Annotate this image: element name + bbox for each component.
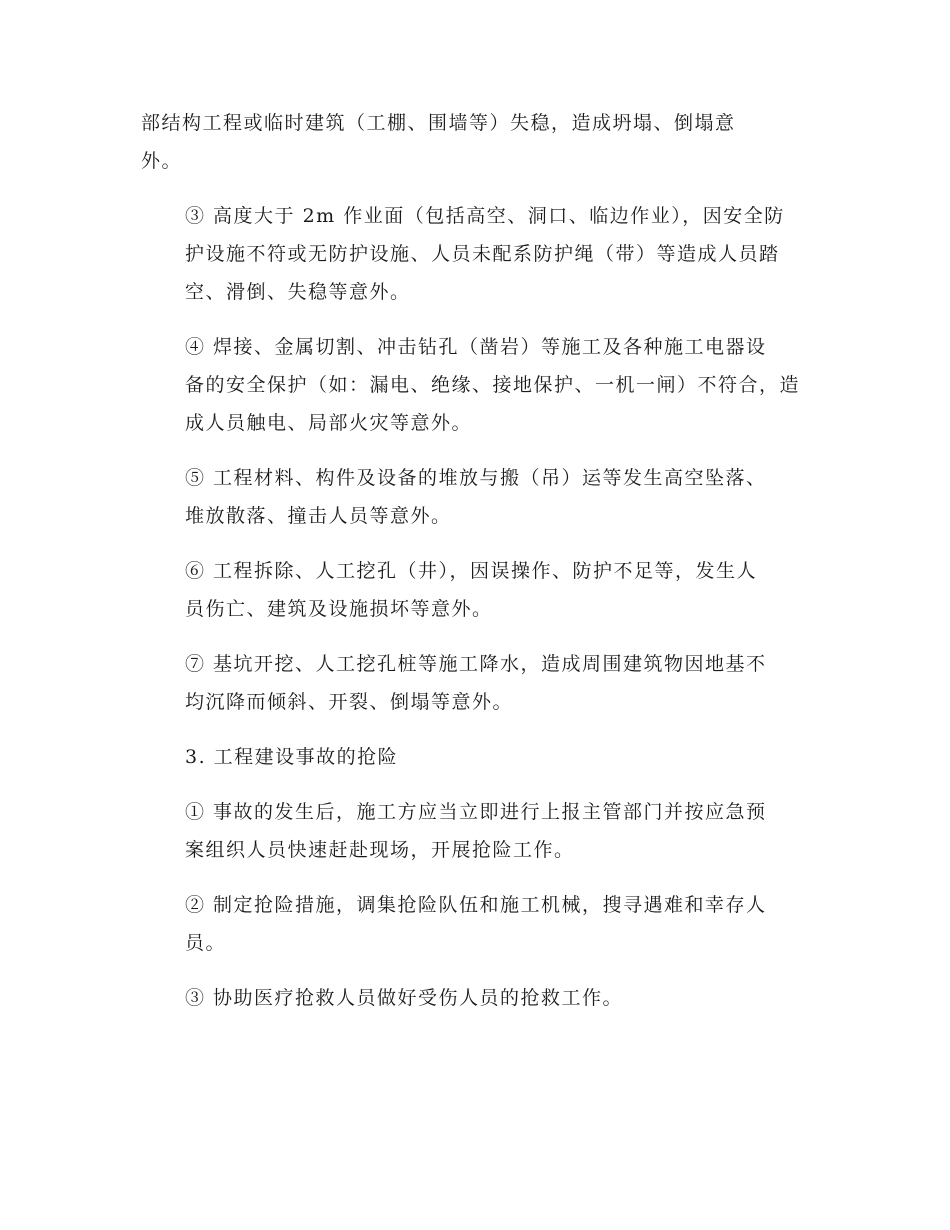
- text-line: ① 事故的发生后，施工方应当立即进行上报主管部门并按应急预: [185, 801, 767, 823]
- text-line: 护设施不符或无防护设施、人员未配系防护绳（带）等造成人员踏: [185, 243, 780, 265]
- text-line: ⑦ 基坑开挖、人工挖孔桩等施工降水，造成周围建筑物因地基不: [185, 653, 767, 675]
- section-heading-3: [141, 738, 821, 776]
- text-line: ② 制定抢险措施，调集抢险队伍和施工机械，搜寻遇难和幸存人: [185, 894, 767, 916]
- paragraph-rescue-1: [141, 793, 821, 869]
- paragraph-rescue-3: [141, 979, 821, 1017]
- heading-text: 3. 工程建设事故的抢险: [185, 746, 399, 768]
- paragraph-item-7-excavation: [141, 645, 821, 721]
- text-line: 成人员触电、局部火灾等意外。: [185, 412, 473, 434]
- paragraph-continuation: [141, 104, 821, 180]
- text-line: ③ 高度大于 2m 作业面（包括高空、洞口、临边作业），因安全防: [185, 205, 785, 227]
- paragraph-rescue-2: [141, 886, 821, 962]
- text-line: 案组织人员快速赶赴现场，开展抢险工作。: [185, 839, 575, 861]
- document-body: [141, 104, 821, 1034]
- paragraph-item-3-height-work: [141, 197, 821, 311]
- text-line: 均沉降而倾斜、开裂、倒塌等意外。: [185, 691, 514, 713]
- text-line: 员。: [185, 932, 227, 954]
- text-line: 外。: [141, 150, 183, 172]
- paragraph-item-4-welding: [141, 328, 821, 442]
- text-line: 备的安全保护（如：漏电、绝缘、接地保护、一机一闸）不符合，造: [185, 374, 801, 396]
- paragraph-item-5-materials: [141, 459, 821, 535]
- text-line: 空、滑倒、失稳等意外。: [185, 281, 411, 303]
- text-line: 部结构工程或临时建筑（工棚、围墙等）失稳，造成坍塌、倒塌意: [141, 112, 736, 134]
- text-line: ⑤ 工程材料、构件及设备的堆放与搬（吊）运等发生高空坠落、: [185, 467, 767, 489]
- text-line: 员伤亡、建筑及设施损坏等意外。: [185, 598, 493, 620]
- text-line: 堆放散落、撞击人员等意外。: [185, 505, 452, 527]
- text-line: ⑥ 工程拆除、人工挖孔（井），因误操作、防护不足等，发生人: [185, 560, 758, 582]
- text-line: ③ 协助医疗抢救人员做好受伤人员的抢救工作。: [185, 987, 624, 1009]
- paragraph-item-6-demolition: [141, 552, 821, 628]
- text-line: ④ 焊接、金属切割、冲击钻孔（凿岩）等施工及各种施工电器设: [185, 336, 767, 358]
